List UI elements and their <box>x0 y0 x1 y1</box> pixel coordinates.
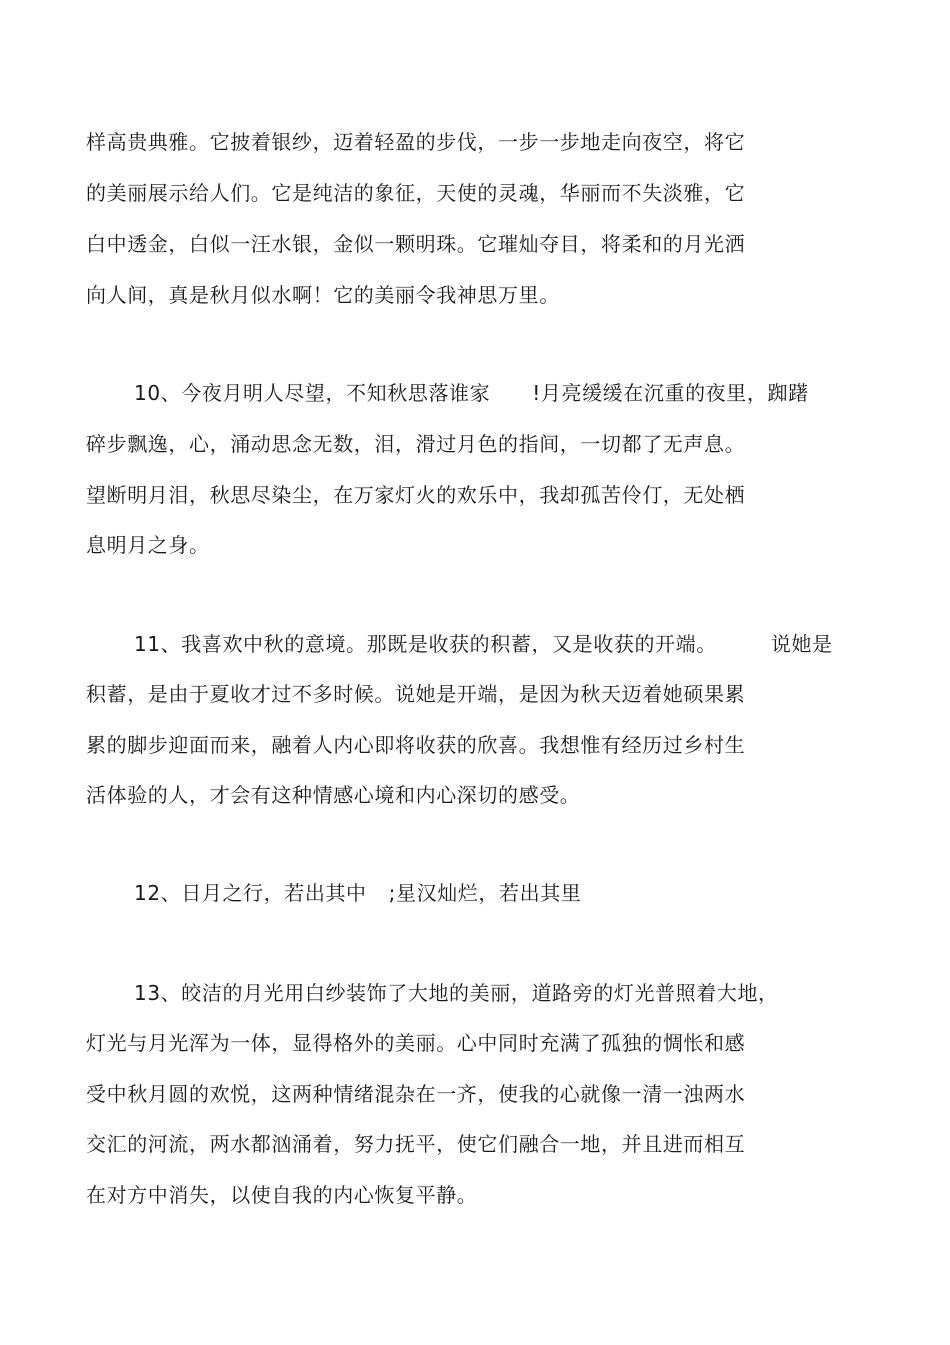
paragraph-13-line: 交汇的河流，两水都汹涌着，努力抚平，使它们融合一地，并且进而相互 <box>86 1132 746 1156</box>
paragraph-11-line: 积蓄，是由于夏收才过不多时候。说她是开端，是因为秋天迈着她硕果累 <box>86 682 746 706</box>
paragraph-10-line: 息明月之身。 <box>86 533 210 557</box>
paragraph-11-first-b: 说她是 <box>770 632 833 656</box>
paragraph-13-line: 在对方中消失，以使自我的内心恢复平静。 <box>86 1183 478 1207</box>
paragraph-10-first-b: !月亮缓缓在沉重的夜里，踟躇 <box>532 381 809 405</box>
paragraph-13-first-line: 13、皎洁的月光用白纱装饰了大地的美丽，道路旁的灯光普照着大地， <box>134 981 779 1005</box>
paragraph-11-first-a: 11、我喜欢中秋的意境。那既是收获的积蓄，又是收获的开端。 <box>134 632 717 656</box>
paragraph-intro-line: 白中透金，白似一汪水银，金似一颗明珠。它璀灿夺目，将柔和的月光洒 <box>86 232 746 256</box>
paragraph-13-line: 灯光与月光浑为一体，显得格外的美丽。心中同时充满了孤独的惆怅和感 <box>86 1031 746 1055</box>
paragraph-10-line: 碎步飘逸，心，涌动思念无数，泪，滑过月色的指间，一切都了无声息。 <box>86 432 746 456</box>
paragraph-13-line: 受中秋月圆的欢悦，这两种情绪混杂在一齐，使我的心就像一清一浊两水 <box>86 1082 746 1106</box>
paragraph-10-line: 望断明月泪，秋思尽染尘，在万家灯火的欢乐中，我却孤苦伶仃，无处栖 <box>86 483 746 507</box>
paragraph-10-first-a: 10、今夜月明人尽望，不知秋思落谁家 <box>134 381 491 405</box>
paragraph-intro-line: 的美丽展示给人们。它是纯洁的象征，天使的灵魂，华丽而不失淡雅，它 <box>86 181 746 205</box>
paragraph-12-first-b: ;星汉灿烂，若出其里 <box>388 881 582 905</box>
paragraph-intro-line: 样高贵典雅。它披着银纱，迈着轻盈的步伐，一步一步地走向夜空，将它 <box>86 130 746 154</box>
paragraph-intro-line: 向人间，真是秋月似水啊！它的美丽令我神思万里。 <box>86 283 560 307</box>
paragraph-10-first-line <box>134 380 809 406</box>
paragraph-11-first-line <box>134 631 833 657</box>
paragraph-12-line <box>134 880 581 906</box>
paragraph-12-first-a: 12、日月之行，若出其中 <box>134 881 367 905</box>
paragraph-11-line: 活体验的人，才会有这种情感心境和内心深切的感受。 <box>86 783 581 807</box>
paragraph-11-line: 累的脚步迎面而来，融着人内心即将收获的欣喜。我想惟有经历过乡村生 <box>86 733 746 757</box>
